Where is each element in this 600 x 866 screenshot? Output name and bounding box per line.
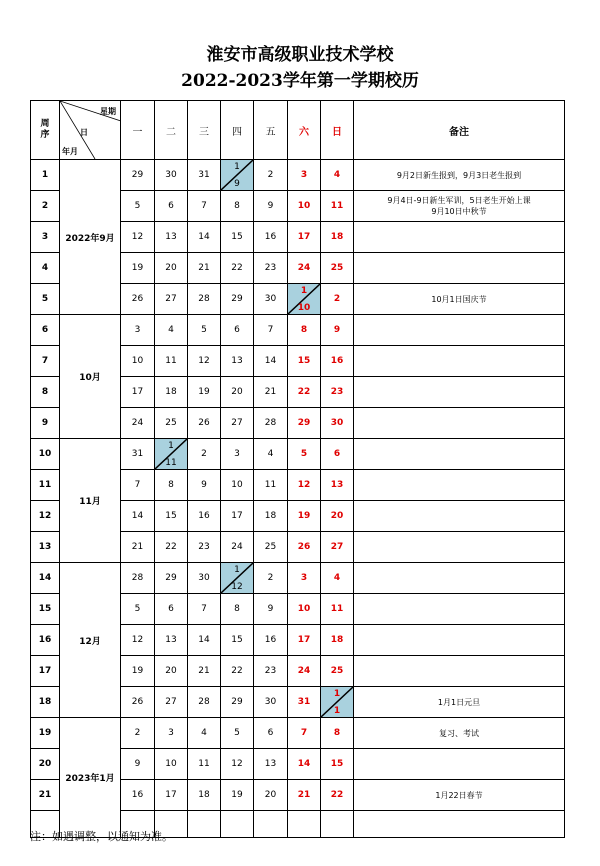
day-cell: 21 [188, 656, 221, 687]
day-cell: 9 [321, 315, 354, 346]
day-cell: 7 [121, 470, 155, 501]
day-cell: 16 [254, 222, 288, 253]
month-boundary-cell [155, 439, 188, 470]
remark-cell [354, 749, 565, 780]
week-row [31, 160, 565, 191]
day-cell: 10 [288, 594, 321, 625]
remark-cell: 10月1日国庆节 [354, 284, 565, 315]
day-cell: 10 [221, 470, 254, 501]
day-cell: 9 [121, 749, 155, 780]
day-cell: 29 [121, 160, 155, 191]
day-cell: 29 [221, 284, 254, 315]
day-cell: 31 [188, 160, 221, 191]
day-cell: 30 [321, 408, 354, 439]
split-month: 10 [297, 303, 311, 313]
day-cell: 6 [221, 315, 254, 346]
month-boundary-cell [221, 563, 254, 594]
week-number: 14 [31, 563, 60, 594]
header-row [31, 101, 565, 160]
ri-label: 日 [80, 128, 88, 137]
day-cell: 2 [321, 284, 354, 315]
week-row [31, 439, 565, 470]
remark-cell [354, 563, 565, 594]
day-cell: 3 [121, 315, 155, 346]
month-label: 12月 [60, 563, 121, 718]
day-cell: 26 [121, 687, 155, 718]
day-cell: 21 [121, 532, 155, 563]
day-cell: 18 [321, 222, 354, 253]
day-cell: 13 [221, 346, 254, 377]
day-cell: 17 [221, 501, 254, 532]
day-cell: 7 [288, 718, 321, 749]
day-cell: 23 [254, 253, 288, 284]
remark-cell: 复习、考试 [354, 718, 565, 749]
day-cell: 16 [121, 780, 155, 811]
day-cell: 5 [288, 439, 321, 470]
day-cell: 14 [121, 501, 155, 532]
remarks-header: 备注 [354, 101, 565, 160]
day-cell: 4 [155, 315, 188, 346]
day-cell: 26 [188, 408, 221, 439]
day-cell: 2 [254, 563, 288, 594]
week-number: 18 [31, 687, 60, 718]
day-cell: 12 [288, 470, 321, 501]
day-cell: 4 [254, 439, 288, 470]
week-number: 3 [31, 222, 60, 253]
day-cell: 25 [155, 408, 188, 439]
day-cell: 11 [321, 594, 354, 625]
day-cell: 7 [188, 594, 221, 625]
day-cell: 29 [155, 563, 188, 594]
remark-cell: 1月22日春节 [354, 780, 565, 811]
day-cell: 28 [121, 563, 155, 594]
week-row [31, 718, 565, 749]
day-cell: 26 [288, 532, 321, 563]
day-cell: 27 [321, 532, 354, 563]
week-number: 4 [31, 253, 60, 284]
day-cell: 13 [321, 470, 354, 501]
day-cell: 5 [188, 315, 221, 346]
day-cell: 9 [188, 470, 221, 501]
split-day: 1 [300, 286, 308, 296]
remark-cell [354, 315, 565, 346]
day-cell: 28 [254, 408, 288, 439]
day-cell: 4 [188, 718, 221, 749]
remark-cell [354, 532, 565, 563]
day-cell: 17 [121, 377, 155, 408]
split-day: 1 [234, 162, 240, 172]
day-cell: 24 [288, 253, 321, 284]
day-cell: 28 [188, 687, 221, 718]
remark-cell [354, 253, 565, 284]
day-cell: 23 [188, 532, 221, 563]
day-cell: 17 [155, 780, 188, 811]
day-cell: 31 [121, 439, 155, 470]
day-cell: 10 [288, 191, 321, 222]
day-cell: 22 [288, 377, 321, 408]
month-label: 2023年1月 [60, 718, 121, 838]
day-cell: 18 [188, 780, 221, 811]
week-row [31, 563, 565, 594]
day-cell: 19 [121, 656, 155, 687]
remark-cell [354, 222, 565, 253]
month-boundary-cell [321, 687, 354, 718]
day-cell: 18 [254, 501, 288, 532]
day-cell: 12 [121, 222, 155, 253]
split-day: 1 [234, 565, 240, 575]
day-cell: 20 [254, 780, 288, 811]
day-cell: 3 [221, 439, 254, 470]
calendar-title: 2022-2023学年第一学期校历 [181, 71, 419, 91]
day-cell: 19 [121, 253, 155, 284]
day-cell: 30 [188, 563, 221, 594]
day-cell: 25 [321, 253, 354, 284]
day-cell: 22 [221, 656, 254, 687]
day-cell: 5 [121, 594, 155, 625]
day-cell: 22 [155, 532, 188, 563]
day-cell: 6 [254, 718, 288, 749]
day-cell: 11 [321, 191, 354, 222]
week-number: 7 [31, 346, 60, 377]
remark-cell [354, 625, 565, 656]
split-month: 1 [333, 706, 341, 716]
day-cell: 16 [254, 625, 288, 656]
day-cell: 6 [155, 191, 188, 222]
remark-cell [354, 377, 565, 408]
day-header-wed: 三 [188, 101, 221, 160]
day-cell: 18 [155, 377, 188, 408]
day-cell: 9 [254, 594, 288, 625]
remark-cell [354, 346, 565, 377]
month-boundary-cell [221, 160, 254, 191]
day-cell: 8 [321, 718, 354, 749]
day-cell: 24 [121, 408, 155, 439]
day-cell: 6 [321, 439, 354, 470]
day-cell: 27 [155, 284, 188, 315]
day-cell: 6 [155, 594, 188, 625]
week-number: 11 [31, 470, 60, 501]
month-label: 2022年9月 [60, 160, 121, 315]
day-cell: 20 [221, 377, 254, 408]
day-cell: 20 [155, 253, 188, 284]
month-label: 11月 [60, 439, 121, 563]
footer-note: 注：如遇调整，以通知为准。 [30, 830, 173, 843]
remark-cell [354, 408, 565, 439]
day-cell: 15 [288, 346, 321, 377]
school-name: 淮安市高级职业技术学校 [206, 45, 394, 65]
day-cell: 5 [221, 718, 254, 749]
remark-cell [354, 594, 565, 625]
day-cell: 30 [254, 284, 288, 315]
week-row [31, 315, 565, 346]
day-cell: 2 [188, 439, 221, 470]
remark-cell [354, 656, 565, 687]
day-cell: 12 [221, 749, 254, 780]
blank-cell [221, 811, 254, 838]
day-cell: 4 [321, 160, 354, 191]
day-header-sat: 六 [288, 101, 321, 160]
day-header-sun: 日 [321, 101, 354, 160]
week-number: 1 [31, 160, 60, 191]
day-cell: 23 [321, 377, 354, 408]
split-day: 1 [333, 689, 341, 699]
day-cell: 5 [121, 191, 155, 222]
day-cell: 20 [321, 501, 354, 532]
remark-cell [354, 501, 565, 532]
day-cell: 13 [155, 222, 188, 253]
remark-cell: 1月1日元旦 [354, 687, 565, 718]
day-cell: 15 [221, 222, 254, 253]
month-boundary-cell [288, 284, 321, 315]
week-number: 2 [31, 191, 60, 222]
day-cell: 7 [254, 315, 288, 346]
blank-cell [354, 811, 565, 838]
day-header-tue: 二 [155, 101, 188, 160]
day-cell: 24 [288, 656, 321, 687]
split-month: 11 [165, 458, 177, 468]
day-cell: 12 [188, 346, 221, 377]
week-number: 20 [31, 749, 60, 780]
week-number: 12 [31, 501, 60, 532]
day-cell: 31 [288, 687, 321, 718]
day-cell: 19 [188, 377, 221, 408]
day-cell: 19 [288, 501, 321, 532]
day-cell: 22 [221, 253, 254, 284]
day-header-mon: 一 [121, 101, 155, 160]
week-number-header: 周序 [31, 101, 60, 160]
day-cell: 29 [288, 408, 321, 439]
week-number: 8 [31, 377, 60, 408]
day-cell: 8 [221, 594, 254, 625]
day-cell: 27 [221, 408, 254, 439]
nianyue-label: 年月 [62, 147, 78, 156]
day-cell: 11 [155, 346, 188, 377]
day-cell: 13 [155, 625, 188, 656]
split-month: 12 [231, 582, 243, 592]
week-number: 6 [31, 315, 60, 346]
month-label: 10月 [60, 315, 121, 439]
day-cell: 22 [321, 780, 354, 811]
week-number: 21 [31, 780, 60, 811]
day-cell: 14 [288, 749, 321, 780]
blank-cell [321, 811, 354, 838]
day-header-thu: 四 [221, 101, 254, 160]
xingqi-label: 星期 [100, 107, 116, 116]
day-cell: 8 [288, 315, 321, 346]
day-cell: 27 [155, 687, 188, 718]
day-cell: 19 [221, 780, 254, 811]
day-cell: 30 [254, 687, 288, 718]
week-number: 9 [31, 408, 60, 439]
day-cell: 11 [188, 749, 221, 780]
split-month: 9 [234, 179, 240, 189]
day-cell: 21 [254, 377, 288, 408]
day-cell: 2 [254, 160, 288, 191]
split-day: 1 [168, 441, 174, 451]
day-cell: 13 [254, 749, 288, 780]
day-cell: 4 [321, 563, 354, 594]
day-cell: 14 [188, 222, 221, 253]
day-cell: 9 [254, 191, 288, 222]
day-cell: 11 [254, 470, 288, 501]
day-cell: 7 [188, 191, 221, 222]
remark-cell: 9月4日-9日新生军训，5日老生开始上课 9月10日中秋节 [354, 191, 565, 222]
week-number: 13 [31, 532, 60, 563]
day-cell: 3 [155, 718, 188, 749]
day-cell: 10 [155, 749, 188, 780]
day-cell: 21 [288, 780, 321, 811]
day-cell: 30 [155, 160, 188, 191]
day-cell: 14 [188, 625, 221, 656]
week-number: 15 [31, 594, 60, 625]
day-cell: 29 [221, 687, 254, 718]
week-number: 5 [31, 284, 60, 315]
week-number: 17 [31, 656, 60, 687]
week-number: 19 [31, 718, 60, 749]
day-cell: 16 [321, 346, 354, 377]
day-cell: 25 [254, 532, 288, 563]
week-number: 10 [31, 439, 60, 470]
remark-cell [354, 470, 565, 501]
day-cell: 15 [321, 749, 354, 780]
day-cell: 12 [121, 625, 155, 656]
day-cell: 8 [221, 191, 254, 222]
day-cell: 3 [288, 563, 321, 594]
remark-cell [354, 439, 565, 470]
day-cell: 26 [121, 284, 155, 315]
blank-cell [288, 811, 321, 838]
day-cell: 14 [254, 346, 288, 377]
day-cell: 8 [155, 470, 188, 501]
day-cell: 28 [188, 284, 221, 315]
blank-cell [188, 811, 221, 838]
day-cell: 15 [155, 501, 188, 532]
day-cell: 15 [221, 625, 254, 656]
day-cell: 17 [288, 625, 321, 656]
day-cell: 21 [188, 253, 221, 284]
day-cell: 17 [288, 222, 321, 253]
day-cell: 25 [321, 656, 354, 687]
day-header-fri: 五 [254, 101, 288, 160]
day-cell: 23 [254, 656, 288, 687]
day-cell: 2 [121, 718, 155, 749]
remark-cell: 9月2日新生报到，9月3日老生报到 [354, 160, 565, 191]
day-cell: 10 [121, 346, 155, 377]
day-cell: 16 [188, 501, 221, 532]
day-cell: 24 [221, 532, 254, 563]
day-cell: 3 [288, 160, 321, 191]
day-cell: 20 [155, 656, 188, 687]
school-calendar-table [30, 100, 565, 838]
blank-cell [254, 811, 288, 838]
week-number: 16 [31, 625, 60, 656]
corner-header [60, 101, 121, 160]
day-cell: 18 [321, 625, 354, 656]
